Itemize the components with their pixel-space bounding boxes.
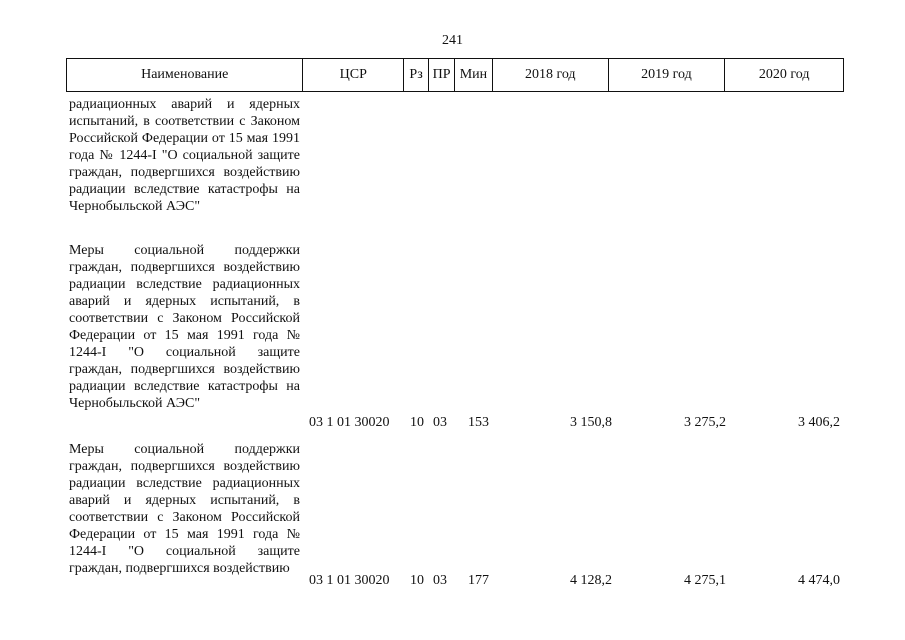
row-2020: 3 406,2 <box>798 415 840 430</box>
header-2020: 2020 год <box>758 67 810 82</box>
row-2019: 4 275,1 <box>684 573 726 588</box>
table-row <box>66 441 844 596</box>
row-pr: 03 <box>433 573 447 588</box>
row-2019: 3 275,2 <box>684 415 726 430</box>
page-number: 241 <box>442 33 463 48</box>
row-csr: 03 1 01 30020 <box>309 415 390 430</box>
header-rz: Рз <box>404 59 429 91</box>
header-min: Мин <box>455 59 493 91</box>
row-description: Меры социальной поддержки граждан, подвергшихся воздействию радиации вследствие радиационных аварий и ядерных испытаний, в соответствии с Законом Российской Федерации от 15 мая 1991 года № 1244-I "О социальной защите граждан, подвергшихся воздействию радиации вследствие катастрофы на Чернобыльской АЭС" <box>69 243 300 411</box>
row-pr: 03 <box>433 415 447 430</box>
table-header <box>66 58 844 92</box>
row-2018: 3 150,8 <box>570 415 612 430</box>
row-rz: 10 <box>410 415 424 430</box>
row-rz: 10 <box>410 573 424 588</box>
row-2020: 4 474,0 <box>798 573 840 588</box>
header-name: Наименование <box>67 59 303 91</box>
header-2019: 2019 год <box>609 59 726 91</box>
header-2018: 2018 год <box>493 59 609 91</box>
header-pr: ПР <box>429 59 455 91</box>
row-min: 153 <box>468 415 489 430</box>
table-row <box>66 242 844 431</box>
row-description: Меры социальной поддержки граждан, подвергшихся воздействию радиации вследствие радиационных аварий и ядерных испытаний, в соответствии с Законом Российской Федерации от 15 мая 1991 года № 1244-I "О социальной защите граждан, подвергшихся воздействию <box>69 442 300 576</box>
row-min: 177 <box>468 573 489 588</box>
table-row <box>66 96 844 232</box>
row-2018: 4 128,2 <box>570 573 612 588</box>
row-description: радиационных аварий и ядерных испытаний, в соответствии с Законом Российской Федерации от 15 мая 1991 года № 1244-I "О социальной защите граждан, подвергшихся воздействию радиации вследствие катастрофы на Чернобыльской АЭС" <box>69 97 300 214</box>
row-csr: 03 1 01 30020 <box>309 573 390 588</box>
header-csr: ЦСР <box>303 59 404 91</box>
